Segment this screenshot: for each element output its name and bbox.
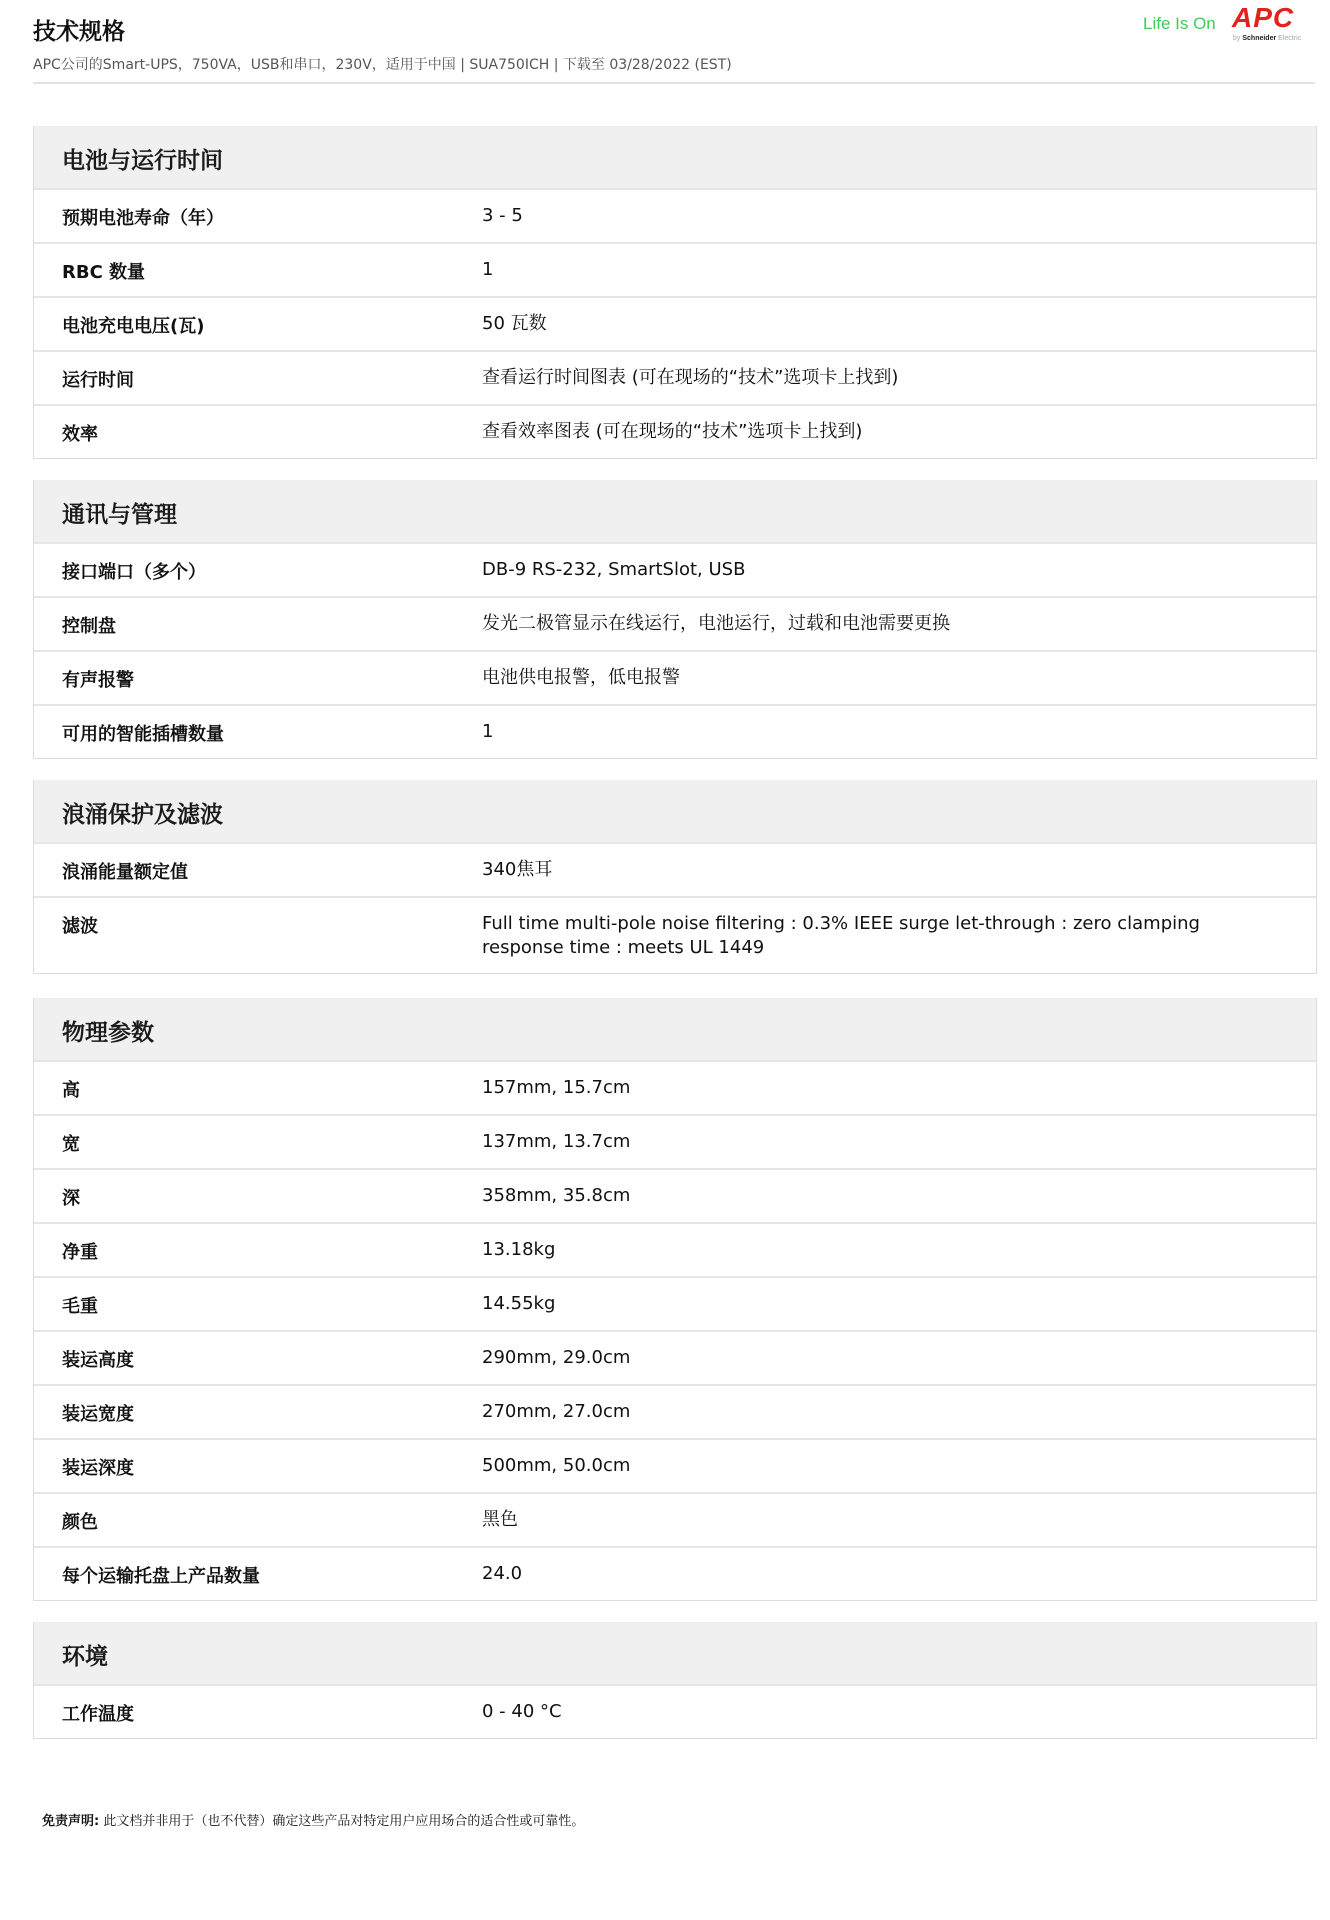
spec-label: 运行时间: [62, 370, 134, 391]
spec-label: 毛重: [62, 1296, 98, 1317]
spec-label: 高: [62, 1080, 80, 1101]
spec-row: [34, 1222, 1316, 1276]
spec-row: [34, 1330, 1316, 1384]
spec-row: [34, 1492, 1316, 1546]
spec-value: 157mm, 15.7cm: [482, 1077, 631, 1098]
section-physical: [33, 998, 1317, 1601]
spec-value: 358mm, 35.8cm: [482, 1185, 631, 1206]
spec-row: [34, 1114, 1316, 1168]
section-title: 物理参数: [62, 1020, 154, 1046]
disclaimer-label: 免责声明:: [42, 1814, 100, 1829]
spec-row: [34, 242, 1316, 296]
spec-label: 控制盘: [62, 616, 116, 637]
section-title: 环境: [62, 1644, 108, 1670]
spec-label: 颜色: [62, 1512, 98, 1533]
disclaimer-text: 此文档并非用于（也不代替）确定这些产品对特定用户应用场合的适合性或可靠性。: [99, 1814, 585, 1829]
spec-label: 有声报警: [62, 670, 134, 691]
spec-value: 137mm, 13.7cm: [482, 1131, 631, 1152]
spec-value: 24.0: [482, 1563, 523, 1584]
spec-label: 宽: [62, 1134, 80, 1155]
spec-value: 340焦耳: [482, 859, 553, 880]
spec-row: [34, 1546, 1316, 1600]
spec-value: 黑色: [482, 1509, 518, 1530]
spec-value: Full time multi-pole noise filtering : 0.3% IEEE surge let-through : zero clamping response time : meets UL 1449: [482, 913, 1200, 958]
spec-label: 接口端口（多个）: [62, 562, 206, 583]
spec-label: 滤波: [62, 916, 98, 937]
spec-label: 效率: [62, 424, 98, 445]
spec-value: 500mm, 50.0cm: [482, 1455, 631, 1476]
section-title: 电池与运行时间: [62, 148, 223, 174]
spec-label: 浪涌能量额定值: [62, 862, 188, 883]
spec-value: 发光二极管显示在线运行，电池运行，过载和电池需要更换: [482, 613, 950, 634]
spec-label: RBC 数量: [62, 262, 146, 283]
section-communications: [33, 480, 1317, 759]
spec-row: [34, 896, 1316, 973]
section-header: [34, 1622, 1316, 1684]
spec-row: [34, 650, 1316, 704]
spec-label: 预期电池寿命（年）: [62, 208, 224, 229]
life-is-on-logo: Life Is On: [1143, 14, 1216, 33]
disclaimer: [42, 1810, 584, 1829]
spec-row: [34, 596, 1316, 650]
spec-label: 装运宽度: [62, 1404, 134, 1425]
spec-row: [34, 842, 1316, 896]
spec-value: 13.18kg: [482, 1239, 556, 1260]
section-environment: [33, 1622, 1317, 1739]
spec-value: 3 - 5: [482, 205, 523, 226]
apc-logo: [1232, 2, 1320, 46]
section-battery-runtime: [33, 126, 1317, 459]
header-divider: [33, 82, 1315, 84]
spec-row: [34, 1384, 1316, 1438]
spec-label: 每个运输托盘上产品数量: [62, 1566, 260, 1587]
spec-value: 290mm, 29.0cm: [482, 1347, 631, 1368]
spec-value: 1: [482, 259, 494, 280]
spec-label: 装运深度: [62, 1458, 134, 1479]
apc-logo-subtitle: by Schneider Electric: [1233, 35, 1302, 42]
spec-value: 14.55kg: [482, 1293, 556, 1314]
spec-row: [34, 296, 1316, 350]
spec-value: 50 瓦数: [482, 313, 547, 334]
spec-value: 0 - 40 °C: [482, 1701, 562, 1722]
spec-label: 净重: [62, 1242, 98, 1263]
section-title: 通讯与管理: [62, 502, 177, 528]
spec-row: [34, 542, 1316, 596]
section-surge-protection: [33, 780, 1317, 974]
spec-row: [34, 1168, 1316, 1222]
spec-row: [34, 188, 1316, 242]
spec-label: 工作温度: [62, 1704, 134, 1725]
page-subtitle: APC公司的Smart-UPS，750VA，USB和串口，230V，适用于中国 | SUA750ICH | 下载至 03/28/2022 (EST): [33, 57, 732, 73]
spec-value: 1: [482, 721, 494, 742]
spec-row: [34, 1684, 1316, 1738]
spec-row: [34, 1438, 1316, 1492]
spec-row: [34, 404, 1316, 458]
spec-value: 270mm, 27.0cm: [482, 1401, 631, 1422]
spec-row: [34, 1276, 1316, 1330]
spec-value: 查看运行时间图表 (可在现场的“技术”选项卡上找到): [482, 367, 899, 388]
spec-value: DB-9 RS-232, SmartSlot, USB: [482, 559, 746, 580]
spec-value: 查看效率图表 (可在现场的“技术”选项卡上找到): [482, 421, 863, 442]
apc-logo-text: APC: [1232, 2, 1295, 33]
page-title: 技术规格: [33, 19, 125, 45]
spec-row: [34, 350, 1316, 404]
spec-label: 装运高度: [62, 1350, 134, 1371]
section-header: [34, 998, 1316, 1060]
section-header: [34, 780, 1316, 842]
spec-label: 电池充电电压(瓦): [62, 316, 205, 337]
section-header: [34, 126, 1316, 188]
spec-value: 电池供电报警，低电报警: [482, 667, 680, 688]
section-title: 浪涌保护及滤波: [62, 802, 223, 828]
spec-row: [34, 704, 1316, 758]
section-header: [34, 480, 1316, 542]
spec-label: 深: [62, 1188, 80, 1209]
spec-label: 可用的智能插槽数量: [62, 724, 224, 745]
spec-row: [34, 1060, 1316, 1114]
